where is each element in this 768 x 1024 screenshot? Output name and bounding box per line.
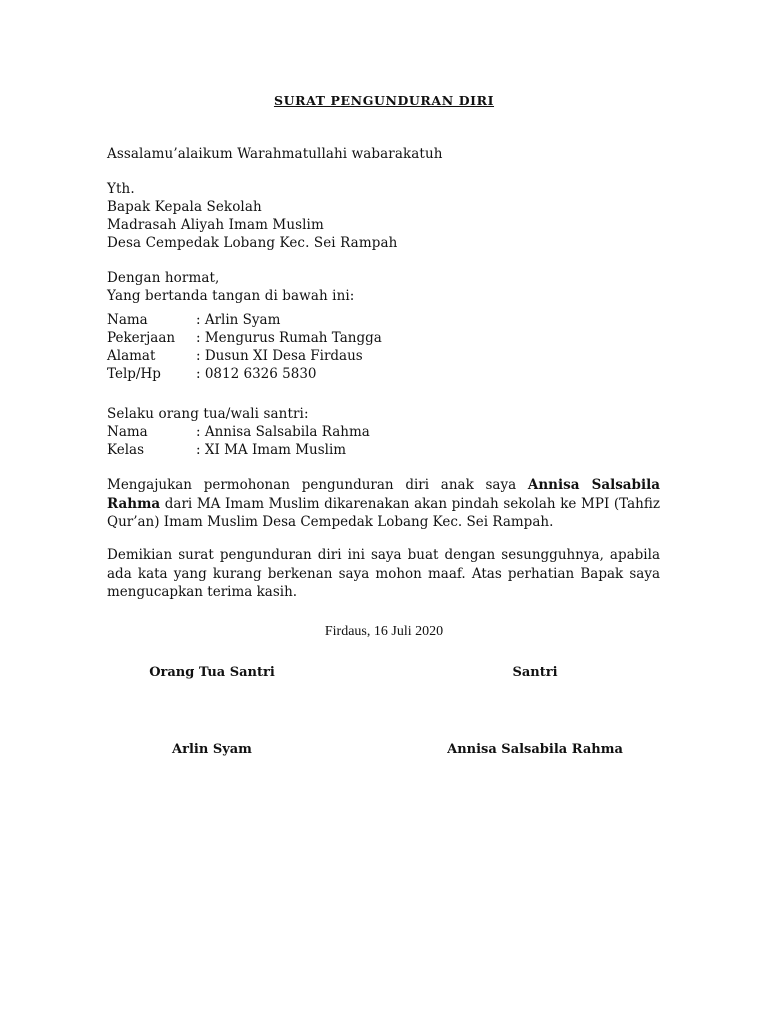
recipient-line-2: Bapak Kepala Sekolah (107, 199, 262, 215)
opening-line-1: Dengan hormat, (107, 270, 220, 286)
recipient-line-3: Madrasah Aliyah Imam Muslim (107, 217, 324, 233)
student-name-bold: Annisa Salsabila Rahma (107, 477, 660, 512)
parent-row-phone (107, 365, 317, 383)
place-date: Firdaus, 16 Juli 2020 (324, 624, 444, 639)
student-intro: Selaku orang tua/wali santri: (107, 406, 309, 422)
parent-row-name (107, 311, 280, 329)
signature-name-parent: Arlin Syam (172, 742, 252, 757)
signature-role-student: Santri (512, 665, 558, 680)
body-paragraph-1 (107, 476, 660, 532)
parent-row-occupation (107, 329, 382, 347)
student-row-class (107, 441, 346, 459)
field-value: : 0812 6326 5830 (196, 366, 317, 382)
signature-role-parent: Orang Tua Santri (149, 665, 275, 680)
parent-row-address (107, 347, 363, 365)
body-paragraph-2: Demikian surat pengunduran diri ini saya buat dengan sesungguhnya, apabila ada kata yang kurang berkenan saya mohon maaf. Atas perhatian Bapak saya mengucapkan terima kasih. (107, 547, 660, 600)
letter-title: SURAT PENGUNDURAN DIRI (273, 93, 495, 108)
field-label: Pekerjaan (107, 330, 176, 346)
field-label: Nama (107, 424, 148, 440)
field-value: : Annisa Salsabila Rahma (196, 424, 370, 440)
greeting: Assalamu’alaikum Warahmatullahi wabarakatuh (107, 146, 443, 162)
signature-name-student: Annisa Salsabila Rahma (447, 742, 623, 757)
field-value: : XI MA Imam Muslim (196, 442, 347, 458)
field-label: Kelas (107, 442, 145, 458)
recipient-line-1: Yth. (107, 181, 135, 197)
field-label: Alamat (107, 348, 156, 364)
field-value: : Dusun XI Desa Firdaus (196, 348, 363, 364)
body-text: dari MA Imam Muslim dikarenakan akan pindah sekolah ke MPI (Tahfiz Qur’an) Imam Muslim Desa Cempedak Lobang Kec. Sei Rampah. (107, 495, 660, 530)
field-label: Nama (107, 312, 148, 328)
field-value: : Mengurus Rumah Tangga (196, 330, 382, 346)
recipient-line-4: Desa Cempedak Lobang Kec. Sei Rampah (107, 235, 398, 251)
student-row-name (107, 423, 370, 441)
field-value: : Arlin Syam (196, 312, 281, 328)
body-text: Mengajukan permohonan pengunduran diri anak saya (107, 477, 528, 493)
field-label: Telp/Hp (107, 366, 161, 382)
opening-line-2: Yang bertanda tangan di bawah ini: (107, 288, 355, 304)
